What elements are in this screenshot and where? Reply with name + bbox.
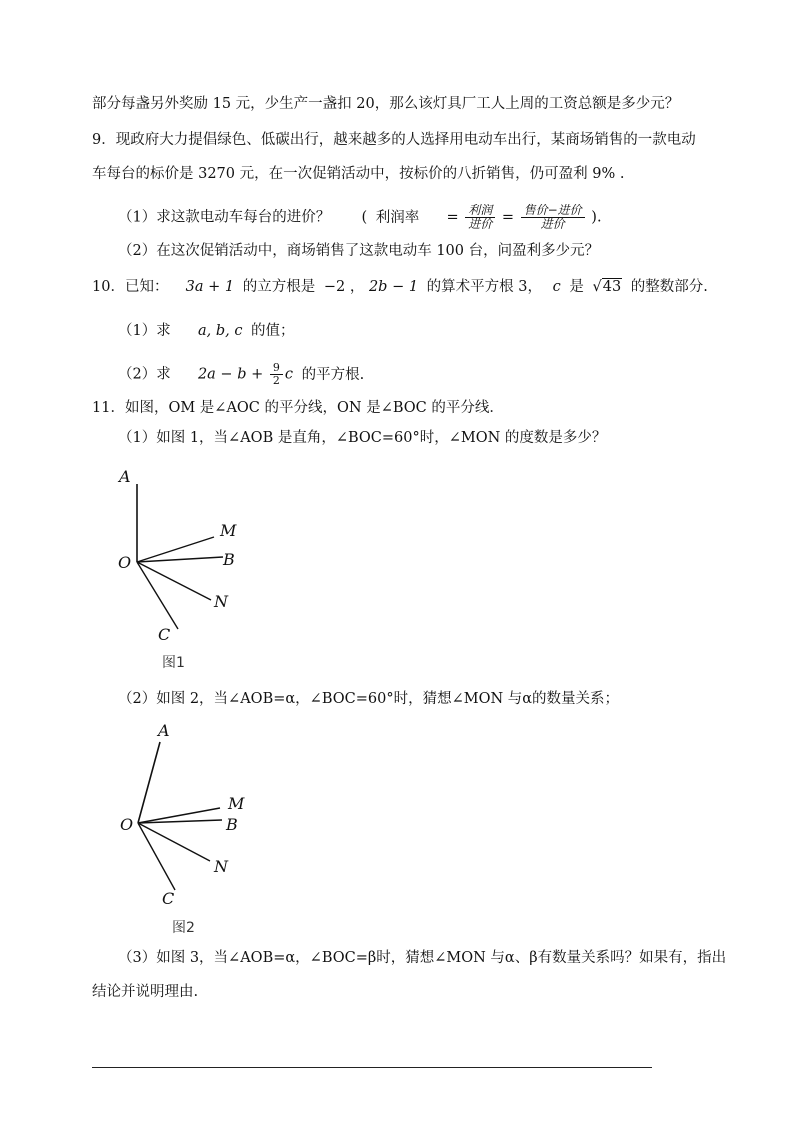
q10-part1-prefix: （1）求 — [118, 323, 171, 339]
q11-stem: 11．如图，OM 是∠AOC 的平分线，ON 是∠BOC 的平分线． — [92, 400, 504, 416]
q10-part-1 — [118, 321, 295, 341]
q10-expr-3a-plus-1: 3a + 1 — [185, 279, 235, 295]
q11-part-1: （1）如图 1，当∠AOB 是直角，∠BOC=60°时，∠MON 的度数是多少？ — [118, 430, 607, 446]
figure-1-angle-diagram — [110, 462, 270, 672]
price-minus-cost-fraction — [521, 204, 585, 231]
label-A: A — [158, 721, 170, 740]
q10-part2-var-c: c — [284, 366, 293, 383]
frac1-numerator: 利润 — [465, 204, 495, 218]
q9-part-1 — [118, 204, 602, 231]
q9-line-1: 9．现政府大力提倡绿色、低碳出行，越来越多的人选择用电动车出行，某商场销售的一款电动 — [92, 132, 696, 148]
q11-part-3-line-1: （3）如图 3，当∠AOB=α，∠BOC=β时，猜想∠MON 与α、β有数量关系吗？如果有，指出 — [118, 950, 727, 966]
label-A: A — [119, 467, 131, 486]
label-B: B — [226, 815, 238, 834]
label-O: O — [118, 553, 132, 572]
q9-part1-equals-2: = — [501, 209, 514, 226]
ray-OA — [138, 742, 160, 823]
q10-expr-2b-minus-1: 2b − 1 — [368, 279, 419, 295]
q10-var-c: c — [552, 279, 561, 295]
figure-2-caption: 图2 — [172, 920, 195, 936]
profit-over-cost-fraction — [465, 204, 495, 231]
nine-halves-denominator: 2 — [272, 374, 280, 387]
label-B: B — [223, 550, 235, 569]
q10-prefix: 10．已知： — [92, 279, 169, 295]
q10-part2-suffix: 的平方根. — [301, 366, 365, 383]
q10-stem — [92, 277, 708, 297]
sqrt-argument: 43 — [602, 279, 622, 295]
q9-part1-question: （1）求这款电动车每台的进价？ — [118, 209, 331, 226]
q9-part1-close: ). — [591, 209, 602, 226]
q9-part-2: （2）在这次促销活动中，商场销售了这款电动车 100 台，问盈利多少元？ — [118, 243, 600, 259]
frac2-numerator: 售价−进价 — [521, 204, 585, 218]
figure-2-angle-diagram — [110, 720, 270, 940]
nine-halves-numerator: 9 — [270, 362, 283, 375]
footer-divider — [92, 1067, 652, 1068]
q10-text-cube-root: 的立方根是 — [242, 279, 316, 295]
label-N: N — [214, 857, 228, 876]
sqrt-radical-icon: √ — [592, 279, 602, 295]
q9-part1-equals: = — [446, 209, 459, 226]
q11-part-3-line-2: 结论并说明理由. — [92, 984, 199, 1000]
q9-line-2: 车每台的标价是 3270 元，在一次促销活动中，按标价的八折销售，仍可盈利 9% . — [92, 166, 625, 182]
q10-part1-expr: a, b, c — [197, 323, 243, 339]
frac2-denominator: 进价 — [540, 217, 565, 231]
label-N: N — [214, 592, 228, 611]
figure-1-caption: 图1 — [162, 655, 185, 671]
label-O: O — [120, 815, 134, 834]
label-C: C — [158, 625, 171, 644]
q10-part-2 — [118, 362, 364, 387]
q10-value-neg2: −2 — [323, 279, 346, 295]
q9-part1-paren-open: ( — [361, 209, 368, 226]
q11-part-2: （2）如图 2，当∠AOB=α，∠BOC=60°时，猜想∠MON 与α的数量关系； — [118, 691, 620, 707]
q9-part1-formula-label: 利润率 — [375, 209, 420, 226]
q10-text-is: 是 — [569, 279, 584, 295]
nine-halves-fraction — [270, 362, 283, 387]
label-M: M — [228, 794, 245, 813]
label-M: M — [220, 521, 237, 540]
q10-text-sqrt3: 的算术平方根 3， — [426, 279, 543, 295]
q10-part1-suffix: 的值； — [251, 323, 295, 339]
label-C: C — [162, 889, 175, 908]
q10-part2-expr: 2a − b + — [197, 366, 264, 383]
q10-text-integer-part: 的整数部分. — [630, 279, 708, 295]
frac1-denominator: 进价 — [468, 217, 493, 231]
sqrt-43 — [592, 279, 626, 295]
q10-part2-prefix: （2）求 — [118, 366, 171, 383]
q10-comma: ， — [349, 279, 365, 295]
q8-tail-text: 部分每盏另外奖励 15 元，少生产一盏扣 20，那么该灯具厂工人上周的工资总额是多少元？ — [92, 96, 680, 112]
